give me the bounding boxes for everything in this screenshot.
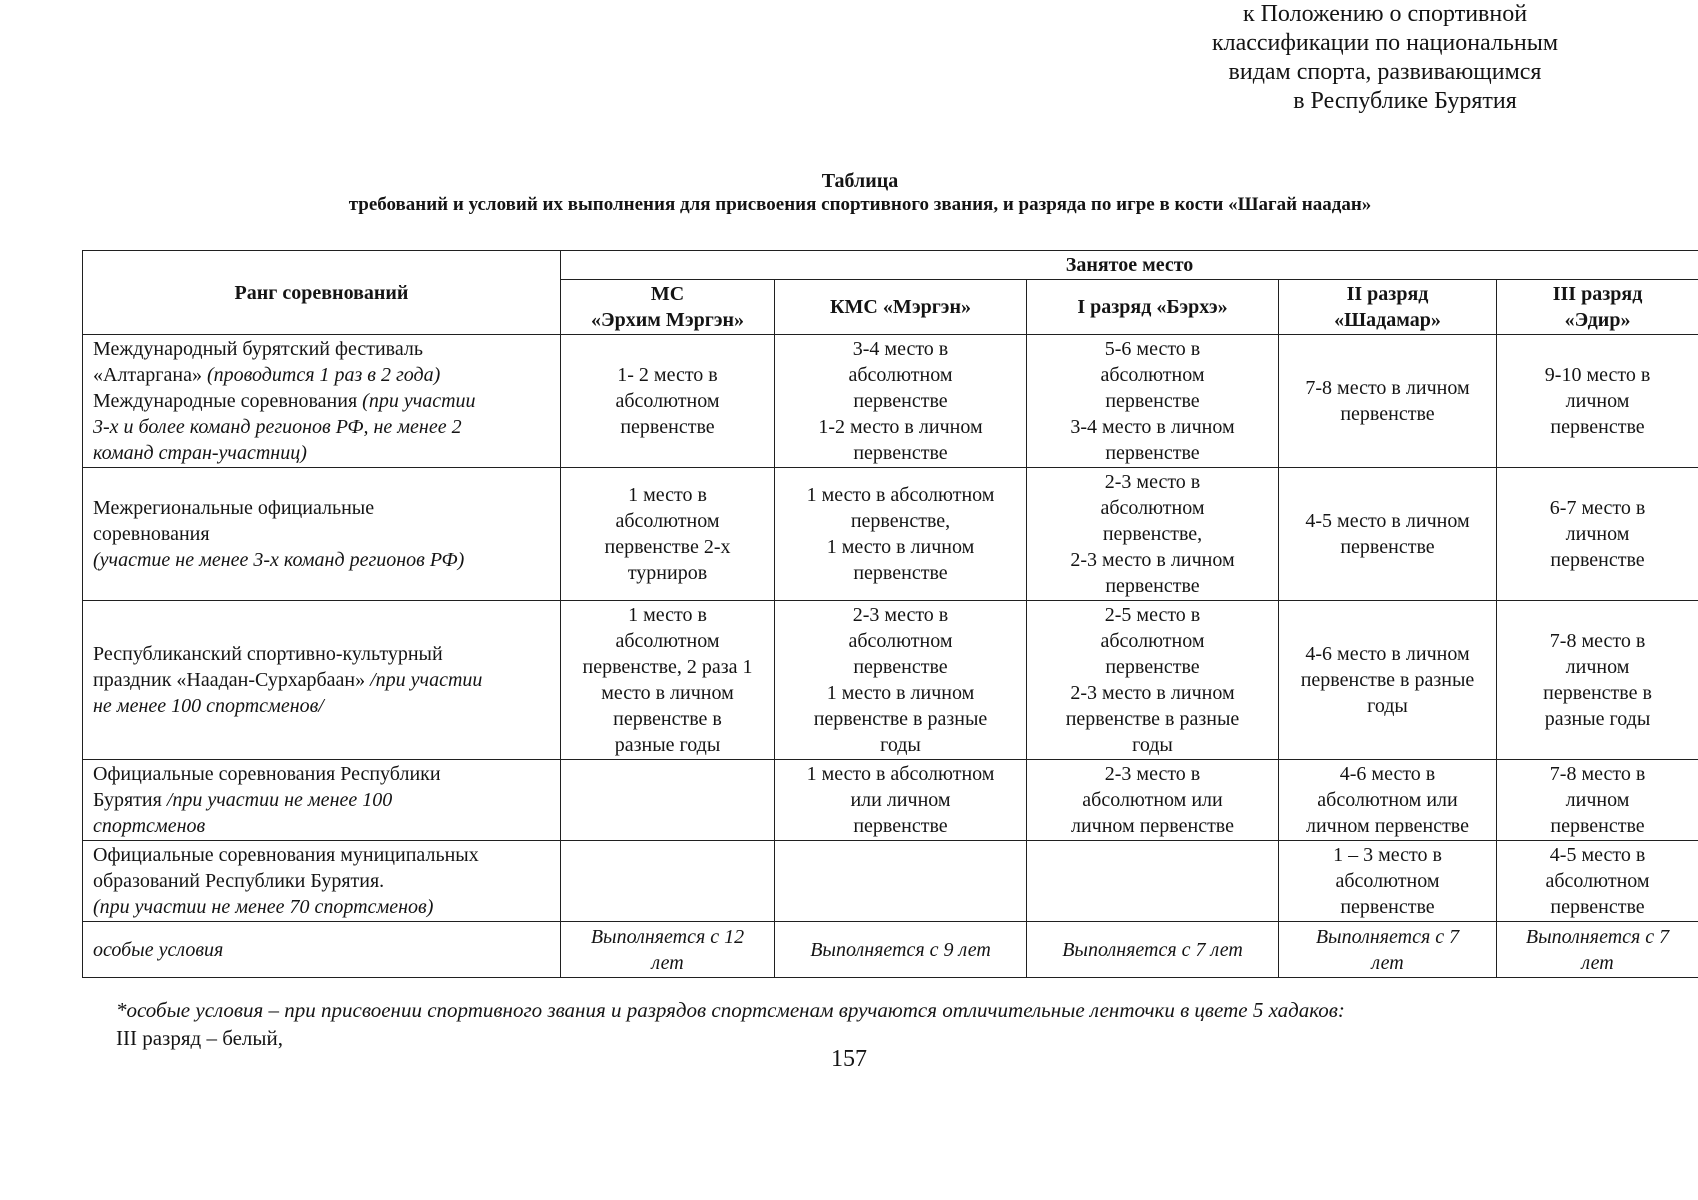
requirement-line: первенстве <box>1105 390 1200 412</box>
requirement-cell <box>1497 922 1698 978</box>
annex-reference <box>1170 0 1600 116</box>
requirement-line: 1 место в <box>628 484 707 506</box>
table-row <box>83 601 1698 760</box>
requirement-line: 1- 2 место в <box>617 364 718 386</box>
requirement-line: абсолютном или <box>1317 789 1458 811</box>
requirement-line: абсолютном <box>1100 630 1205 652</box>
requirement-cell <box>561 601 775 760</box>
requirement-cell <box>1027 601 1279 760</box>
rank-line: «Алтаргана» (проводится 1 раз в 2 года) <box>93 364 441 386</box>
rank-line: 3-х и более команд регионов РФ, не менее 2 <box>93 416 462 438</box>
requirement-line: 7-8 место в <box>1549 630 1646 652</box>
footnote <box>116 996 1676 1052</box>
requirement-line: первенстве 2-х <box>604 536 731 558</box>
rank-line: команд стран-участниц) <box>93 442 307 464</box>
requirement-line: Выполняется с 7 лет <box>1062 938 1243 961</box>
requirement-cell <box>1027 468 1279 601</box>
requirement-line: абсолютном <box>1100 497 1205 519</box>
rank-cell <box>83 335 561 468</box>
requirement-cell <box>561 922 775 978</box>
column-header-rank-2: II разряд «Шадамар» <box>1279 280 1497 335</box>
requirement-line: личном <box>1565 789 1630 811</box>
requirement-line: 6-7 место в <box>1549 497 1646 519</box>
table-row <box>83 841 1698 922</box>
requirement-line: годы <box>1132 734 1173 756</box>
requirement-cell <box>1497 468 1698 601</box>
requirement-cell <box>775 335 1027 468</box>
requirement-cell <box>561 468 775 601</box>
requirement-line: первенстве, <box>850 510 951 532</box>
requirement-cell <box>1027 760 1279 841</box>
requirement-line: абсолютном <box>615 630 720 652</box>
requirement-line: первенстве в разные <box>1300 669 1475 691</box>
requirement-cell <box>1279 601 1497 760</box>
requirement-line: абсолютном <box>1335 870 1440 892</box>
requirement-cell <box>1027 841 1279 922</box>
requirement-line: первенстве в <box>613 708 722 730</box>
requirement-line: абсолютном <box>1100 364 1205 386</box>
requirement-line: личном первенстве <box>1070 815 1235 837</box>
requirement-line: 9-10 место в <box>1544 364 1651 386</box>
requirement-cell <box>1279 841 1497 922</box>
requirement-cell <box>561 335 775 468</box>
requirement-line: первенстве <box>1340 896 1435 918</box>
rank-cell <box>83 601 561 760</box>
requirement-cell <box>775 468 1027 601</box>
requirement-line: 4-5 место в личном <box>1305 510 1470 532</box>
requirement-line: разные годы <box>614 734 721 756</box>
requirement-cell <box>1279 760 1497 841</box>
requirement-line: первенстве <box>853 815 948 837</box>
requirement-line: 5-6 место в <box>1104 338 1201 360</box>
requirement-line: первенстве <box>1550 815 1645 837</box>
requirement-cell <box>775 601 1027 760</box>
requirement-line: первенстве <box>620 416 715 438</box>
requirement-cell <box>1027 335 1279 468</box>
table-title: Таблица <box>821 170 899 192</box>
requirement-line: лет <box>651 951 684 974</box>
requirement-cell <box>775 760 1027 841</box>
requirement-line: первенстве <box>853 390 948 412</box>
requirement-line: абсолютном <box>615 510 720 532</box>
requirement-cell <box>1497 601 1698 760</box>
rank-cell <box>83 760 561 841</box>
column-header-kms: КМС «Мэргэн» <box>775 280 1027 335</box>
requirement-line: абсолютном <box>615 390 720 412</box>
requirements-table <box>82 250 1698 978</box>
requirement-line: первенстве в разные <box>813 708 988 730</box>
requirement-line: первенстве <box>853 656 948 678</box>
requirement-cell <box>1279 922 1497 978</box>
rank-line: праздник «Наадан-Сурхарбаан» /при участии <box>93 669 483 691</box>
rank-cell <box>83 468 561 601</box>
table-subtitle: требований и условий их выполнения для присвоения спортивного звания, и разряда по игре в кости «Шагай наадан» <box>348 194 1372 215</box>
requirement-line: 4-5 место в <box>1549 844 1646 866</box>
requirement-cell <box>1497 760 1698 841</box>
requirement-line: первенстве <box>853 442 948 464</box>
footnote-note: *особые условия – при присвоении спортивного звания и разрядов спортсменам вручаются отличительные ленточки в цвете 5 хадаков: <box>116 998 1345 1022</box>
rank-line: (при участии не менее 70 спортсменов) <box>93 896 434 918</box>
requirement-line: Выполняется с 7 <box>1525 925 1670 948</box>
requirement-line: или личном <box>850 789 951 811</box>
requirement-line: 2-3 место в личном <box>1070 682 1235 704</box>
annex-line: классификации по национальным <box>1211 30 1559 56</box>
requirement-line: 1-2 место в личном <box>818 416 983 438</box>
requirement-cell <box>1497 841 1698 922</box>
requirement-line: абсолютном или <box>1082 789 1223 811</box>
rank-line: соревнования <box>93 523 210 545</box>
table-body <box>83 335 1698 978</box>
rank-line: не менее 100 спортсменов/ <box>93 695 324 717</box>
rank-line: Республиканский спортивно-культурный <box>93 643 443 665</box>
requirement-cell <box>1279 468 1497 601</box>
requirement-line: первенстве <box>1340 536 1435 558</box>
requirement-line: 2-5 место в <box>1104 604 1201 626</box>
page-number: 157 <box>831 1046 867 1072</box>
rank-line: Официальные соревнования муниципальных <box>93 844 479 866</box>
requirement-line: первенстве <box>1550 549 1645 571</box>
requirement-cell <box>1027 922 1279 978</box>
requirement-line: 7-8 место в <box>1549 763 1646 785</box>
requirement-line: 4-6 место в личном <box>1305 643 1470 665</box>
requirement-line: личном <box>1565 390 1630 412</box>
requirement-line: первенстве <box>1105 575 1200 597</box>
column-header-ms: МС «Эрхим Мэргэн» <box>561 280 775 335</box>
requirement-line: первенстве <box>1550 416 1645 438</box>
requirement-line: Выполняется с 12 <box>590 925 745 948</box>
place-header: Занятое место <box>561 251 1698 280</box>
requirement-line: 3-4 место в личном <box>1070 416 1235 438</box>
requirement-line: годы <box>1367 695 1408 717</box>
requirement-line: Выполняется с 9 лет <box>810 938 991 961</box>
rank-line: Межрегиональные официальные <box>93 497 375 519</box>
rank-line: Официальные соревнования Республики <box>93 763 441 785</box>
requirement-line: первенстве <box>1550 896 1645 918</box>
requirement-cell <box>1497 335 1698 468</box>
table-header-row <box>83 251 1698 280</box>
footnote-rank-color: III разряд – белый, <box>116 1026 283 1050</box>
rank-cell <box>83 841 561 922</box>
table-row <box>83 335 1698 468</box>
requirement-line: место в личном <box>601 682 734 704</box>
requirement-line: первенстве в <box>1543 682 1652 704</box>
rank-line: образований Республики Бурятия. <box>93 870 385 892</box>
rank-line: Международный бурятский фестиваль <box>93 338 423 360</box>
requirement-line: лет <box>1581 951 1614 974</box>
requirement-line: личном <box>1565 523 1630 545</box>
column-header-rank-1: I разряд «Бэрхэ» <box>1027 280 1279 335</box>
annex-line: в Республике Бурятия <box>1293 88 1517 114</box>
requirement-line: первенстве, 2 раза 1 <box>582 656 753 678</box>
requirement-line: 1 место в личном <box>826 682 975 704</box>
table-row <box>83 760 1698 841</box>
column-header-rank-3: III разряд «Эдир» <box>1497 280 1698 335</box>
requirement-line: Выполняется с 7 <box>1315 925 1460 948</box>
requirement-cell <box>561 841 775 922</box>
rank-line: особые условия <box>93 938 224 961</box>
requirement-line: 1 место в личном <box>826 536 975 558</box>
requirement-line: абсолютном <box>1545 870 1650 892</box>
requirement-line: первенстве в разные <box>1065 708 1240 730</box>
requirement-line: 2-3 место в <box>852 604 949 626</box>
rank-line: спортсменов <box>93 815 206 837</box>
rank-line: (участие не менее 3-х команд регионов РФ) <box>93 549 465 571</box>
requirement-line: годы <box>880 734 921 756</box>
requirement-line: 7-8 место в личном <box>1305 377 1470 399</box>
requirement-line: разные годы <box>1544 708 1651 730</box>
requirement-line: 2-3 место в <box>1104 763 1201 785</box>
requirement-line: 1 место в абсолютном <box>806 763 995 785</box>
requirement-line: лет <box>1371 951 1404 974</box>
requirement-line: первенстве <box>1105 442 1200 464</box>
rank-header: Ранг соревнований <box>83 251 561 335</box>
rank-cell <box>83 922 561 978</box>
requirement-line: 1 – 3 место в <box>1333 844 1442 866</box>
requirement-cell <box>1279 335 1497 468</box>
requirement-line: первенстве <box>1340 403 1435 425</box>
annex-line: видам спорта, развивающимся <box>1228 59 1542 85</box>
requirement-line: первенстве <box>853 562 948 584</box>
requirement-line: личном <box>1565 656 1630 678</box>
table-row <box>83 922 1698 978</box>
rank-line: Бурятия /при участии не менее 100 <box>93 789 393 811</box>
requirement-line: первенстве, <box>1102 523 1203 545</box>
requirement-line: личном первенстве <box>1305 815 1470 837</box>
requirement-cell <box>561 760 775 841</box>
requirement-line: абсолютном <box>848 364 953 386</box>
requirement-line: 2-3 место в <box>1104 471 1201 493</box>
rank-line: Международные соревнования (при участии <box>93 390 476 412</box>
requirement-line: 1 место в абсолютном <box>806 484 995 506</box>
requirement-line: 4-6 место в <box>1339 763 1436 785</box>
requirement-line: 2-3 место в личном <box>1070 549 1235 571</box>
annex-line: к Положению о спортивной <box>1242 1 1528 27</box>
requirement-line: абсолютном <box>848 630 953 652</box>
requirement-line: 3-4 место в <box>852 338 949 360</box>
requirement-line: 1 место в <box>628 604 707 626</box>
table-row <box>83 468 1698 601</box>
requirement-line: первенстве <box>1105 656 1200 678</box>
requirement-cell <box>775 922 1027 978</box>
requirement-line: турниров <box>627 562 708 584</box>
requirement-cell <box>775 841 1027 922</box>
